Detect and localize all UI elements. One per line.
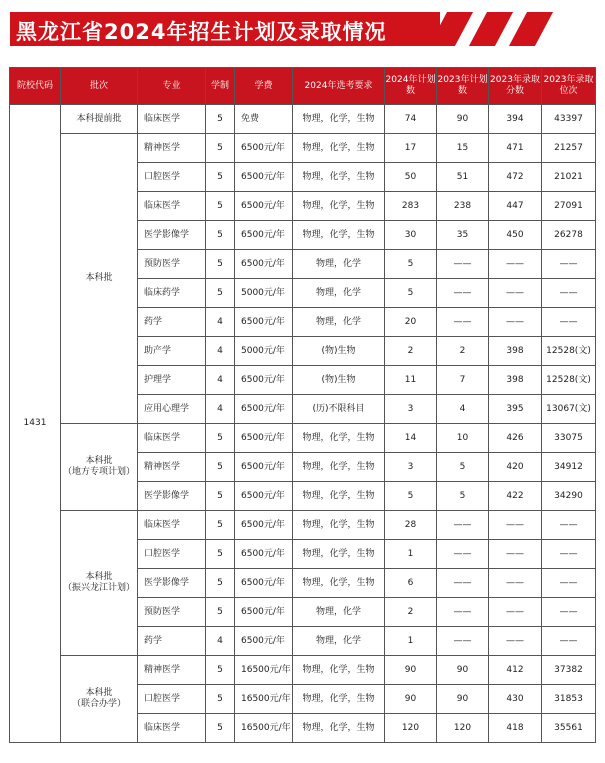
cell-tuition: 6500元/年 [235, 395, 293, 424]
cell-major: 临床医学 [138, 192, 206, 221]
cell-duration: 5 [206, 453, 235, 482]
cell-subject-req: 物理，化学，生物 [293, 714, 385, 743]
cell-rank-2023: 21257 [542, 134, 596, 163]
cell-major: 临床医学 [138, 424, 206, 453]
cell-score-2023: 472 [489, 163, 542, 192]
header-tuition: 学费 [235, 68, 293, 105]
cell-duration: 5 [206, 424, 235, 453]
cell-plan-2023: —— [437, 308, 489, 337]
cell-rank-2023: 12528(文) [542, 337, 596, 366]
cell-tuition: 6500元/年 [235, 308, 293, 337]
cell-score-2023: —— [489, 569, 542, 598]
cell-subject-req: 物理，化学，生物 [293, 105, 385, 134]
cell-plan-2023: 15 [437, 134, 489, 163]
cell-major: 精神医学 [138, 656, 206, 685]
cell-subject-req: 物理，化学 [293, 279, 385, 308]
cell-rank-2023: —— [542, 250, 596, 279]
header-major: 专业 [138, 68, 206, 105]
cell-tuition: 6500元/年 [235, 192, 293, 221]
cell-subject-req: 物理，化学 [293, 598, 385, 627]
cell-duration: 5 [206, 279, 235, 308]
cell-score-2023: —— [489, 279, 542, 308]
cell-tuition: 6500元/年 [235, 250, 293, 279]
cell-plan-2023: —— [437, 511, 489, 540]
cell-duration: 4 [206, 627, 235, 656]
cell-duration: 5 [206, 685, 235, 714]
cell-plan-2024: 6 [385, 569, 437, 598]
cell-duration: 5 [206, 569, 235, 598]
batch-name: 本科批 [85, 572, 113, 583]
cell-subject-req: 物理，化学 [293, 308, 385, 337]
cell-plan-2024: 28 [385, 511, 437, 540]
cell-major: 临床医学 [138, 714, 206, 743]
cell-subject-req: 物理，化学，生物 [293, 656, 385, 685]
cell-score-2023: 395 [489, 395, 542, 424]
cell-tuition: 6500元/年 [235, 627, 293, 656]
cell-subject-req: 物理，化学，生物 [293, 134, 385, 163]
cell-major: 临床医学 [138, 105, 206, 134]
batch-cell [61, 656, 138, 743]
cell-plan-2024: 1 [385, 540, 437, 569]
cell-duration: 5 [206, 163, 235, 192]
cell-plan-2023: —— [437, 627, 489, 656]
cell-subject-req: (物)生物 [293, 366, 385, 395]
cell-subject-req: 物理，化学 [293, 627, 385, 656]
cell-major: 医学影像学 [138, 569, 206, 598]
header-batch: 批次 [61, 68, 138, 105]
header-school-code: 院校代码 [10, 68, 61, 105]
batch-cell [61, 511, 138, 656]
cell-rank-2023: 34912 [542, 453, 596, 482]
cell-major: 护理学 [138, 366, 206, 395]
header-plan-2024: 2024年计划数 [385, 68, 437, 105]
cell-tuition: 16500元/年 [235, 714, 293, 743]
cell-subject-req: (物)生物 [293, 337, 385, 366]
cell-plan-2023: 10 [437, 424, 489, 453]
table-header-row [10, 68, 596, 105]
cell-duration: 5 [206, 714, 235, 743]
cell-major: 医学影像学 [138, 482, 206, 511]
cell-subject-req: 物理，化学，生物 [293, 163, 385, 192]
cell-rank-2023: —— [542, 540, 596, 569]
cell-major: 药学 [138, 308, 206, 337]
title-banner [0, 0, 605, 56]
cell-plan-2024: 5 [385, 482, 437, 511]
cell-subject-req: 物理，化学，生物 [293, 540, 385, 569]
cell-rank-2023: 27091 [542, 192, 596, 221]
cell-score-2023: 447 [489, 192, 542, 221]
cell-rank-2023: 13067(文) [542, 395, 596, 424]
banner-stripe-2 [469, 12, 513, 46]
cell-rank-2023: —— [542, 279, 596, 308]
header-rank-2023: 2023年录取位次 [542, 68, 596, 105]
batch-cell [61, 134, 138, 424]
cell-duration: 5 [206, 192, 235, 221]
cell-tuition: 6500元/年 [235, 134, 293, 163]
cell-tuition: 6500元/年 [235, 540, 293, 569]
header-plan-2023: 2023年计划数 [437, 68, 489, 105]
batch-plan-type: （振兴龙江计划） [62, 583, 135, 593]
banner-stripe-3 [509, 12, 553, 46]
cell-duration: 4 [206, 366, 235, 395]
cell-plan-2023: 90 [437, 685, 489, 714]
cell-score-2023: 426 [489, 424, 542, 453]
cell-major: 预防医学 [138, 250, 206, 279]
cell-duration: 5 [206, 134, 235, 163]
cell-rank-2023: 34290 [542, 482, 596, 511]
cell-subject-req: 物理，化学，生物 [293, 424, 385, 453]
cell-score-2023: 394 [489, 105, 542, 134]
cell-major: 预防医学 [138, 598, 206, 627]
cell-duration: 5 [206, 598, 235, 627]
cell-plan-2024: 17 [385, 134, 437, 163]
cell-score-2023: —— [489, 598, 542, 627]
cell-tuition: 5000元/年 [235, 279, 293, 308]
cell-plan-2024: 90 [385, 685, 437, 714]
cell-plan-2023: —— [437, 279, 489, 308]
cell-plan-2024: 20 [385, 308, 437, 337]
cell-plan-2024: 30 [385, 221, 437, 250]
cell-major: 医学影像学 [138, 221, 206, 250]
cell-plan-2023: 51 [437, 163, 489, 192]
cell-plan-2023: 5 [437, 453, 489, 482]
cell-major: 精神医学 [138, 453, 206, 482]
cell-plan-2024: 5 [385, 250, 437, 279]
cell-score-2023: 422 [489, 482, 542, 511]
cell-plan-2023: —— [437, 569, 489, 598]
cell-plan-2023: 7 [437, 366, 489, 395]
cell-score-2023: 430 [489, 685, 542, 714]
batch-plan-type: （联合办学） [71, 699, 126, 709]
cell-major: 助产学 [138, 337, 206, 366]
cell-score-2023: 450 [489, 221, 542, 250]
cell-rank-2023: 43397 [542, 105, 596, 134]
cell-rank-2023: 37382 [542, 656, 596, 685]
batch-cell [61, 105, 138, 134]
cell-plan-2024: 283 [385, 192, 437, 221]
cell-score-2023: —— [489, 250, 542, 279]
cell-tuition: 6500元/年 [235, 424, 293, 453]
cell-duration: 5 [206, 105, 235, 134]
cell-subject-req: 物理，化学，生物 [293, 221, 385, 250]
cell-rank-2023: —— [542, 569, 596, 598]
cell-subject-req: (历)不限科目 [293, 395, 385, 424]
cell-plan-2024: 2 [385, 337, 437, 366]
cell-rank-2023: —— [542, 308, 596, 337]
batch-name: 本科批 [85, 273, 113, 284]
cell-duration: 4 [206, 395, 235, 424]
cell-tuition: 6500元/年 [235, 482, 293, 511]
cell-subject-req: 物理，化学，生物 [293, 685, 385, 714]
page-title: 黑龙江省2024年招生计划及录取情况 [16, 20, 387, 44]
batch-name: 本科批 [85, 688, 113, 699]
cell-rank-2023: 21021 [542, 163, 596, 192]
cell-plan-2023: 90 [437, 105, 489, 134]
cell-plan-2023: 5 [437, 482, 489, 511]
cell-plan-2024: 120 [385, 714, 437, 743]
cell-subject-req: 物理，化学，生物 [293, 453, 385, 482]
cell-major: 口腔医学 [138, 685, 206, 714]
cell-plan-2023: 238 [437, 192, 489, 221]
cell-tuition: 16500元/年 [235, 656, 293, 685]
cell-tuition: 16500元/年 [235, 685, 293, 714]
cell-rank-2023: 31853 [542, 685, 596, 714]
cell-score-2023: —— [489, 627, 542, 656]
cell-rank-2023: 35561 [542, 714, 596, 743]
cell-major: 精神医学 [138, 134, 206, 163]
cell-major: 临床药学 [138, 279, 206, 308]
cell-duration: 5 [206, 482, 235, 511]
cell-plan-2023: —— [437, 598, 489, 627]
cell-duration: 5 [206, 511, 235, 540]
school-code-cell: 1431 [10, 105, 61, 743]
cell-plan-2024: 2 [385, 598, 437, 627]
batch-plan-type: （地方专项计划） [62, 467, 135, 477]
cell-tuition: 6500元/年 [235, 163, 293, 192]
cell-rank-2023: —— [542, 627, 596, 656]
cell-tuition: 6500元/年 [235, 598, 293, 627]
cell-subject-req: 物理，化学，生物 [293, 569, 385, 598]
cell-plan-2024: 3 [385, 395, 437, 424]
cell-plan-2023: 120 [437, 714, 489, 743]
cell-tuition: 免费 [235, 105, 293, 134]
cell-duration: 4 [206, 337, 235, 366]
cell-score-2023: 398 [489, 337, 542, 366]
cell-duration: 5 [206, 250, 235, 279]
cell-score-2023: 412 [489, 656, 542, 685]
cell-plan-2024: 1 [385, 627, 437, 656]
cell-score-2023: —— [489, 308, 542, 337]
batch-cell [61, 424, 138, 511]
cell-plan-2024: 3 [385, 453, 437, 482]
cell-score-2023: 398 [489, 366, 542, 395]
cell-plan-2024: 5 [385, 279, 437, 308]
cell-plan-2023: 4 [437, 395, 489, 424]
cell-plan-2023: —— [437, 250, 489, 279]
cell-subject-req: 物理，化学，生物 [293, 482, 385, 511]
cell-plan-2024: 50 [385, 163, 437, 192]
cell-subject-req: 物理，化学，生物 [293, 192, 385, 221]
table-row [10, 134, 596, 163]
cell-rank-2023: 12528(文) [542, 366, 596, 395]
cell-duration: 4 [206, 308, 235, 337]
cell-rank-2023: 33075 [542, 424, 596, 453]
cell-tuition: 6500元/年 [235, 511, 293, 540]
table-row [10, 511, 596, 540]
cell-tuition: 6500元/年 [235, 569, 293, 598]
header-subject-req: 2024年选考要求 [293, 68, 385, 105]
cell-duration: 5 [206, 540, 235, 569]
cell-tuition: 6500元/年 [235, 221, 293, 250]
cell-subject-req: 物理，化学 [293, 250, 385, 279]
table-row [10, 105, 596, 134]
cell-rank-2023: —— [542, 511, 596, 540]
admission-table [9, 67, 596, 743]
cell-plan-2024: 90 [385, 656, 437, 685]
cell-plan-2024: 14 [385, 424, 437, 453]
cell-tuition: 6500元/年 [235, 453, 293, 482]
cell-score-2023: 418 [489, 714, 542, 743]
cell-score-2023: —— [489, 511, 542, 540]
header-duration: 学制 [206, 68, 235, 105]
cell-major: 口腔医学 [138, 540, 206, 569]
batch-name: 本科批 [85, 456, 113, 467]
cell-major: 药学 [138, 627, 206, 656]
cell-major: 应用心理学 [138, 395, 206, 424]
batch-name: 本科提前批 [76, 113, 122, 124]
cell-plan-2023: —— [437, 540, 489, 569]
cell-plan-2023: 90 [437, 656, 489, 685]
cell-rank-2023: 26278 [542, 221, 596, 250]
cell-major: 口腔医学 [138, 163, 206, 192]
cell-tuition: 5000元/年 [235, 337, 293, 366]
header-score-2023: 2023年录取分数 [489, 68, 542, 105]
table-row [10, 424, 596, 453]
cell-rank-2023: —— [542, 598, 596, 627]
cell-plan-2024: 74 [385, 105, 437, 134]
cell-plan-2024: 11 [385, 366, 437, 395]
cell-tuition: 6500元/年 [235, 366, 293, 395]
cell-plan-2023: 2 [437, 337, 489, 366]
cell-duration: 5 [206, 221, 235, 250]
cell-major: 临床医学 [138, 511, 206, 540]
cell-subject-req: 物理，化学，生物 [293, 511, 385, 540]
cell-score-2023: —— [489, 540, 542, 569]
cell-score-2023: 420 [489, 453, 542, 482]
cell-plan-2023: 35 [437, 221, 489, 250]
cell-duration: 5 [206, 656, 235, 685]
cell-score-2023: 471 [489, 134, 542, 163]
table-row [10, 656, 596, 685]
